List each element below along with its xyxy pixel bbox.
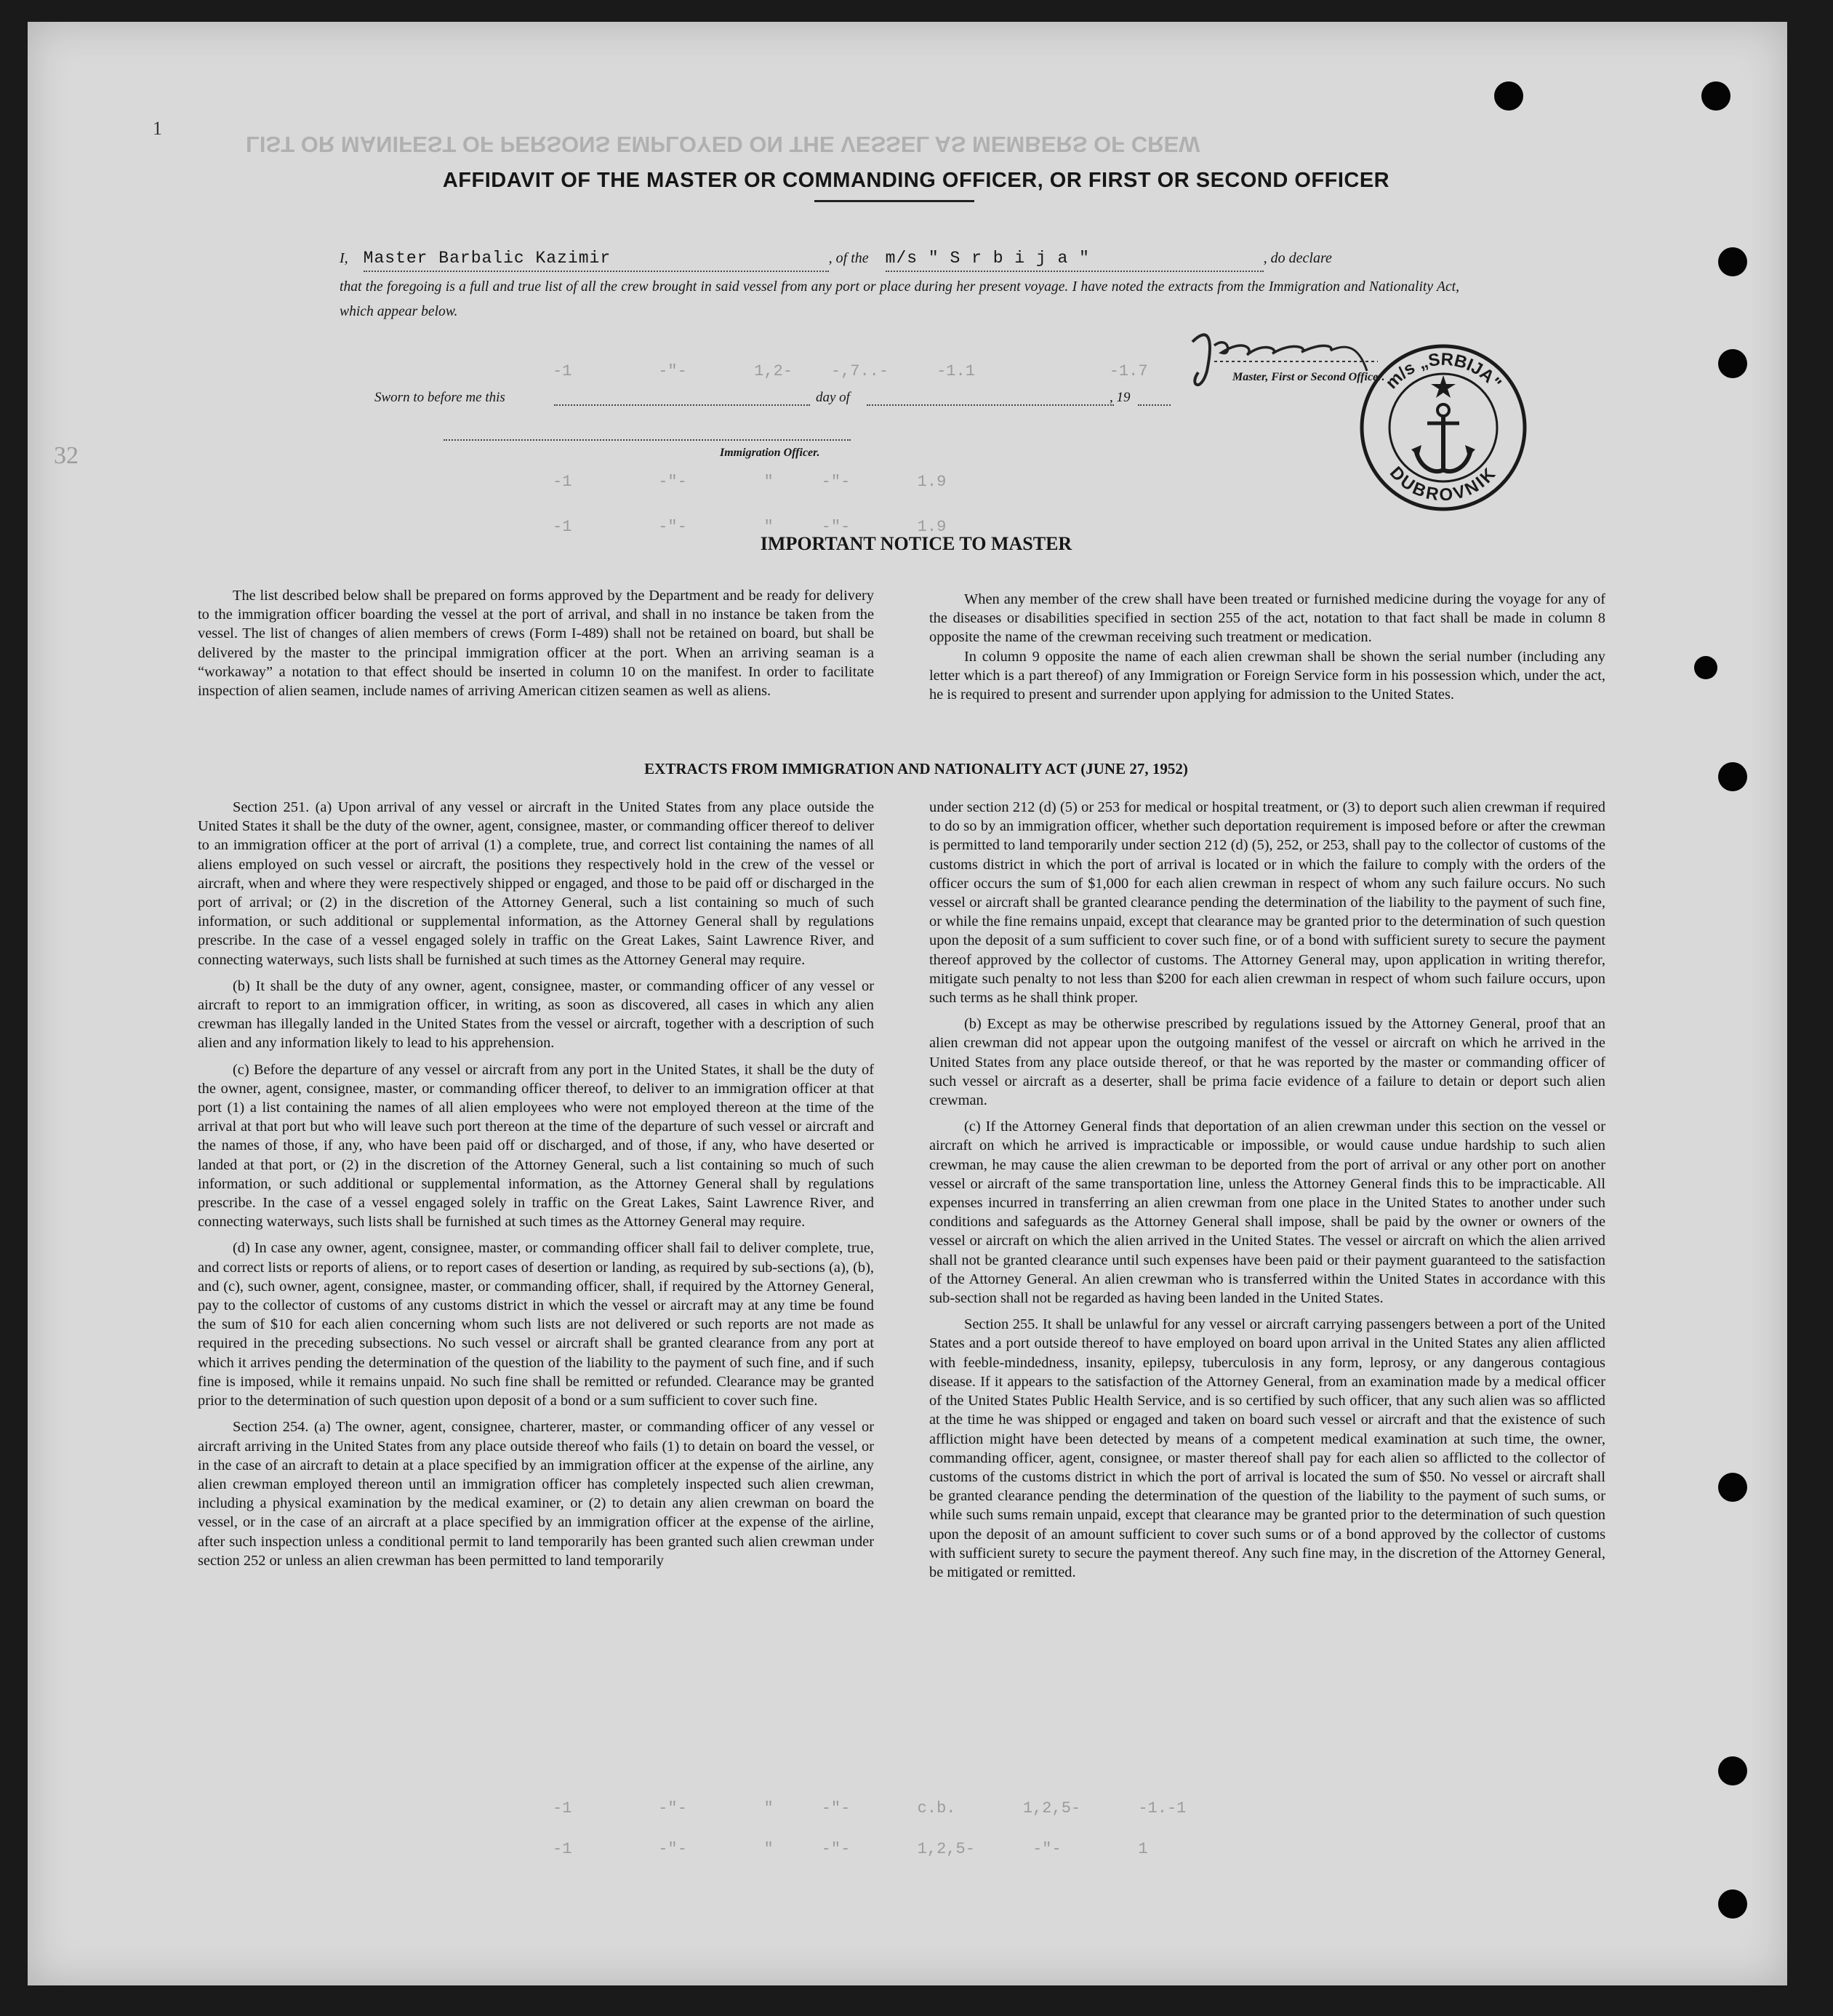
punch-hole	[1494, 81, 1523, 111]
bleed-through-marks: -1 -"- " -"- c.b. 1,2,5- -1.-1	[553, 1799, 1187, 1817]
vessel-name-field[interactable]: m/s " S r b i j a "	[886, 246, 1264, 272]
ship-stamp	[1356, 340, 1531, 515]
svg-text:m/s „SRBIJA": m/s „SRBIJA"	[1381, 349, 1505, 393]
immigration-officer-caption: Immigration Officer.	[720, 447, 820, 459]
punch-hole	[1718, 247, 1747, 276]
affidavit-title: AFFIDAVIT OF THE MASTER OR COMMANDING OFFICER, OR FIRST OR SECOND OFFICER	[442, 169, 1390, 192]
master-name-field[interactable]: Master Barbalic Kazimir	[364, 246, 829, 272]
extracts-left-column	[198, 798, 874, 1570]
notice-right-text-2: In column 9 opposite the name of each alien crewman shall be shown the serial number (including any letter which is a part thereof) of any Immigration or Foreign Service form in his possession which, under the act, he is required to present and surrender upon applying for admission to the United States.	[929, 648, 1605, 703]
of-the-label: , of the	[828, 250, 869, 266]
page-mark: 1	[153, 118, 162, 139]
bleed-through-marks: -1 -"- " -"- 1,2,5- -"- 1	[553, 1840, 1148, 1858]
section-255: Section 255. It shall be unlawful for any vessel or aircraft carrying passengers between a port of the United States and a port outside thereof to have employed on board upon arrival in the United States any alien afflicted with feeble-mindedness, insanity, epilepsy, tuberculosis in any form, leprosy, or any dangerous contagious disease. If it appears to the satisfaction of the Attorney General, from an examination made by a medical officer of the United States Public Health Service, and is so certified by such officer, that any such alien was so afflicted at the time he was shipped or engaged and taken on board such vessel or aircraft and that the existence of such affliction might have been detected by means of a competent medical examination at such time, the owner, commanding officer, agent, consignee, or master thereof shall pay for each alien so afflicted to the collector of customs of the customs district in which the port of arrival is located the sum of $50. No vessel or aircraft shall be granted clearance pending the determination of the question of the liability to the payment of such sums, or while such sums remain unpaid, except that clearance may be granted prior to the determination of such question upon the deposit of an amount sufficient to cover such sums or of a bond approved by the collector of customs with sufficient surety to secure the payment thereof. Any such fine may, in the discretion of the Attorney General, be mitigated or remitted.	[929, 1316, 1605, 1580]
margin-mark: 32	[54, 442, 79, 469]
sworn-date-field[interactable]	[554, 404, 810, 406]
punch-hole	[1718, 1756, 1747, 1785]
notice-right-column	[929, 590, 1605, 704]
extracts-title: EXTRACTS FROM IMMIGRATION AND NATIONALITY ACT (JUNE 27, 1952)	[644, 760, 1188, 777]
year-label: , 19	[1110, 390, 1131, 405]
sworn-month-field[interactable]	[867, 404, 1114, 406]
section-251-d: (d) In case any owner, agent, consignee, master, or commanding officer shall fail to deliver complete, true, and correct lists or reports of aliens, or to report cases of desertion or landing, as required by sub-sections (a), (b), and (c), such owner, agent, consignee, master, or commanding officer, shall, if required by the Attorney General, pay to the collector of customs of any customs district in which the vessel or aircraft may at any time be found the sum of $10 for each alien concerning whom such lists are not delivered or such reports are not made as required in the preceding subsections. No such vessel or aircraft shall be granted clearance from any port at which it arrives pending the determination of the question of the liability to the payment of such fine, and if such fine is imposed, while it remains unpaid. No such fine shall be remitted or refunded. Clearance may be granted prior to the determination of such question upon deposit of a bond or a sum sufficient to cover such fine.	[198, 1240, 874, 1409]
notice-left-text: The list described below shall be prepared on forms approved by the Department and be ready for delivery to the immigration officer boarding the vessel at the port of arrival, and shall in no instance be taken from the vessel. The list of changes of alien members of crews (Form I-489) shall not be retained on board, but shall be delivered by the master to the principal immigration officer at the port. When an arriving seaman is a “workaway” a notation to that effect should be inserted in column 10 on the manifest. In order to facilitate inspection of alien seamen, include names of arriving American citizen seamen as well as aliens.	[198, 588, 874, 700]
section-254-a: Section 254. (a) The owner, agent, consignee, charterer, master, or commanding officer of any vessel or aircraft arriving in the United States from any place outside thereof who fails (1) to detain on board the vessel, or in the case of an aircraft to detain at a place specified by an immigration officer at the expense of the airline, any alien crewman employed thereon until an immigration officer has completely inspected such alien crewman, including a physical examination by the medical examiner, or (2) to detain any alien crewman on board the vessel, or in the case of an aircraft at a place specified by an immigration officer at the expense of the airline, after such inspection unless a conditional permit to land temporarily has been granted such alien crewman under section 252 or unless an alien crewman has been permitted to land temporarily	[198, 1419, 874, 1569]
immigration-officer-signature-line[interactable]	[444, 439, 851, 441]
notice-left-column	[198, 586, 874, 700]
bleed-through-marks: -1 -"- " -"- 1.9	[553, 473, 947, 491]
declaration-prefix: I,	[340, 250, 348, 266]
do-declare-label: , do declare	[1263, 250, 1332, 266]
section-254-c: (c) If the Attorney General finds that deportation of an alien crewman under this section on the vessel or aircraft on which he arrived is impracticable or impossible, or would cause undue hardship to such alien crewman, he may cause the alien crewman to be deported from the port of arrival or any other port on another vessel or aircraft of the same transportation line, unless the Attorney General finds this to be impracticable. All expenses incurred in transferring an alien crewman from one place in the United States to another under such conditions and safeguards as the Attorney General shall impose, shall be paid by the owner or owners of the vessel or aircraft on which the alien arrived in the United States. The vessel or aircraft on which the alien arrived shall not be granted clearance until such expenses have been paid or their payment guaranteed to the satisfaction of the Attorney General. An alien crewman who is transferred within the United States in accordance with this sub-section shall not be regarded as having been landed in the United States.	[929, 1119, 1605, 1307]
section-254-b: (b) Except as may be otherwise prescribed by regulations issued by the Attorney General, proof that an alien crewman did not appear upon the outgoing manifest of the vessel or aircraft on which he arrived in the United States from any place outside thereof, or that he was reported by the master or commanding officer of such vessel or aircraft as a deserter, shall be prima facie evidence of a failure to detain or deport such alien crewman.	[929, 1016, 1605, 1109]
bleed-through-marks: -1 -"- " -"- 1.9	[553, 518, 947, 536]
signature-caption: Master, First or Second Officer.	[1232, 371, 1385, 383]
punch-hole	[1694, 656, 1717, 679]
sworn-label: Sworn to before me this	[374, 390, 505, 405]
declaration-line	[340, 246, 1459, 272]
punch-hole	[1718, 1473, 1747, 1502]
bleed-through-marks: -1 -"- 1,2- -,7..- -1.1 -1.7	[553, 362, 1148, 380]
notice-right-text-1: When any member of the crew shall have been treated or furnished medicine during the voyage for any of the diseases or disabilities specified in section 255 of the act, notation to that fact shall be made in column 8 opposite the name of the crewman receiving such treatment or medication.	[929, 591, 1605, 646]
master-signature	[1185, 320, 1381, 400]
section-251-c: (c) Before the departure of any vessel or aircraft from any port in the United States, it shall be the duty of the owner, agent, consignee, master, or commanding officer thereof, to deliver to an immigration officer at that port (1) a list containing the names of all alien employees who were not employed thereon at the time of the arrival at that port but who will leave such port thereon at the time of the departure of such vessel or aircraft and the names of those, if any, who have been paid off or discharged, and of those, if any, who have deserted or landed at that port, or (2) in the discretion of the Attorney General, such a list containing so much of such information, or such additional or supplemental information, as the Attorney General shall by regulations prescribe. In the case of a vessel engaged solely in traffic on the Great Lakes, Saint Lawrence River, and connecting waterways, such lists shall be furnished at such times as the Attorney General may require.	[198, 1061, 874, 1231]
title-rule	[814, 200, 974, 202]
notice-title: IMPORTANT NOTICE TO MASTER	[760, 533, 1072, 554]
punch-hole	[1718, 349, 1747, 378]
section-251-b: (b) It shall be the duty of any owner, agent, consignee, master, or commanding officer of any vessel or aircraft to report to an immigration officer, in writing, as soon as discovered, all cases in which any alien crewman has illegally landed in the United States from the vessel or aircraft, together with a description of such alien and any information likely to lead to his apprehension.	[198, 977, 874, 1052]
extracts-right-column	[929, 798, 1605, 1582]
bleed-through-heading: LIST OR MANIFEST OF PERSONS EMPLOYED ON THE VESSEL AS MEMBERS OF CREW	[246, 132, 1200, 157]
declaration-text: that the foregoing is a full and true list of all the crew brought in said vessel from any port or place during her present voyage. I have noted the extracts from the Immigration and Nationality Act, which appear below.	[340, 279, 1459, 319]
section-254-a-continued: under section 212 (d) (5) or 253 for medical or hospital treatment, or (3) to deport such alien crewman if required to do so by an immigration officer, whether such deportation requirement is imposed before or after the crewman is permitted to land temporarily under section 212 (d) (5), 252, or 253, shall pay to the collector of customs of the customs district in which the port of arrival is located or in which the failure to comply with the orders of the officer occurs the sum of $1,000 for each alien crewman in respect of whom any such failure occurs. No such vessel or aircraft shall be granted clearance pending the determination of the liability to the payment of such fine, or while the fine remains unpaid, except that clearance may be granted prior to the determination of such question upon the deposit of a sum sufficient to cover such fine, or of a bond with sufficient surety to secure the payment thereof approved by the collector of customs. The Attorney General may, upon application in writing therefor, mitigate such penalty to not less than $200 for each alien crewman in respect of whom such failure occurs, upon such terms as he shall think proper.	[929, 799, 1605, 1007]
svg-text:DUBROVNIK: DUBROVNIK	[1385, 463, 1501, 505]
punch-hole	[1718, 1889, 1747, 1919]
punch-hole	[1701, 81, 1730, 111]
section-251-a: Section 251. (a) Upon arrival of any vessel or aircraft in the United States from any place outside the United States it shall be the duty of the owner, agent, consignee, master, or commanding officer thereof to deliver to an immigration officer at the port of arrival (1) a complete, true, and correct list containing the names of all aliens employed on such vessel or aircraft, the positions they respectively hold in the crew of the vessel or aircraft, when and where they were respectively shipped or engaged, and those to be paid off or discharged in the port of arrival; or (2) in the discretion of the Attorney General, such a list containing so much of such information, or such additional or supplemental information, as the Attorney General shall by regulations prescribe. In the case of a vessel engaged solely in traffic on the Great Lakes, Saint Lawrence River, and connecting waterways, such lists shall be furnished at such times as the Attorney General may require.	[198, 799, 874, 968]
day-of-label: day of	[816, 390, 850, 405]
sworn-year-field[interactable]	[1138, 404, 1171, 406]
